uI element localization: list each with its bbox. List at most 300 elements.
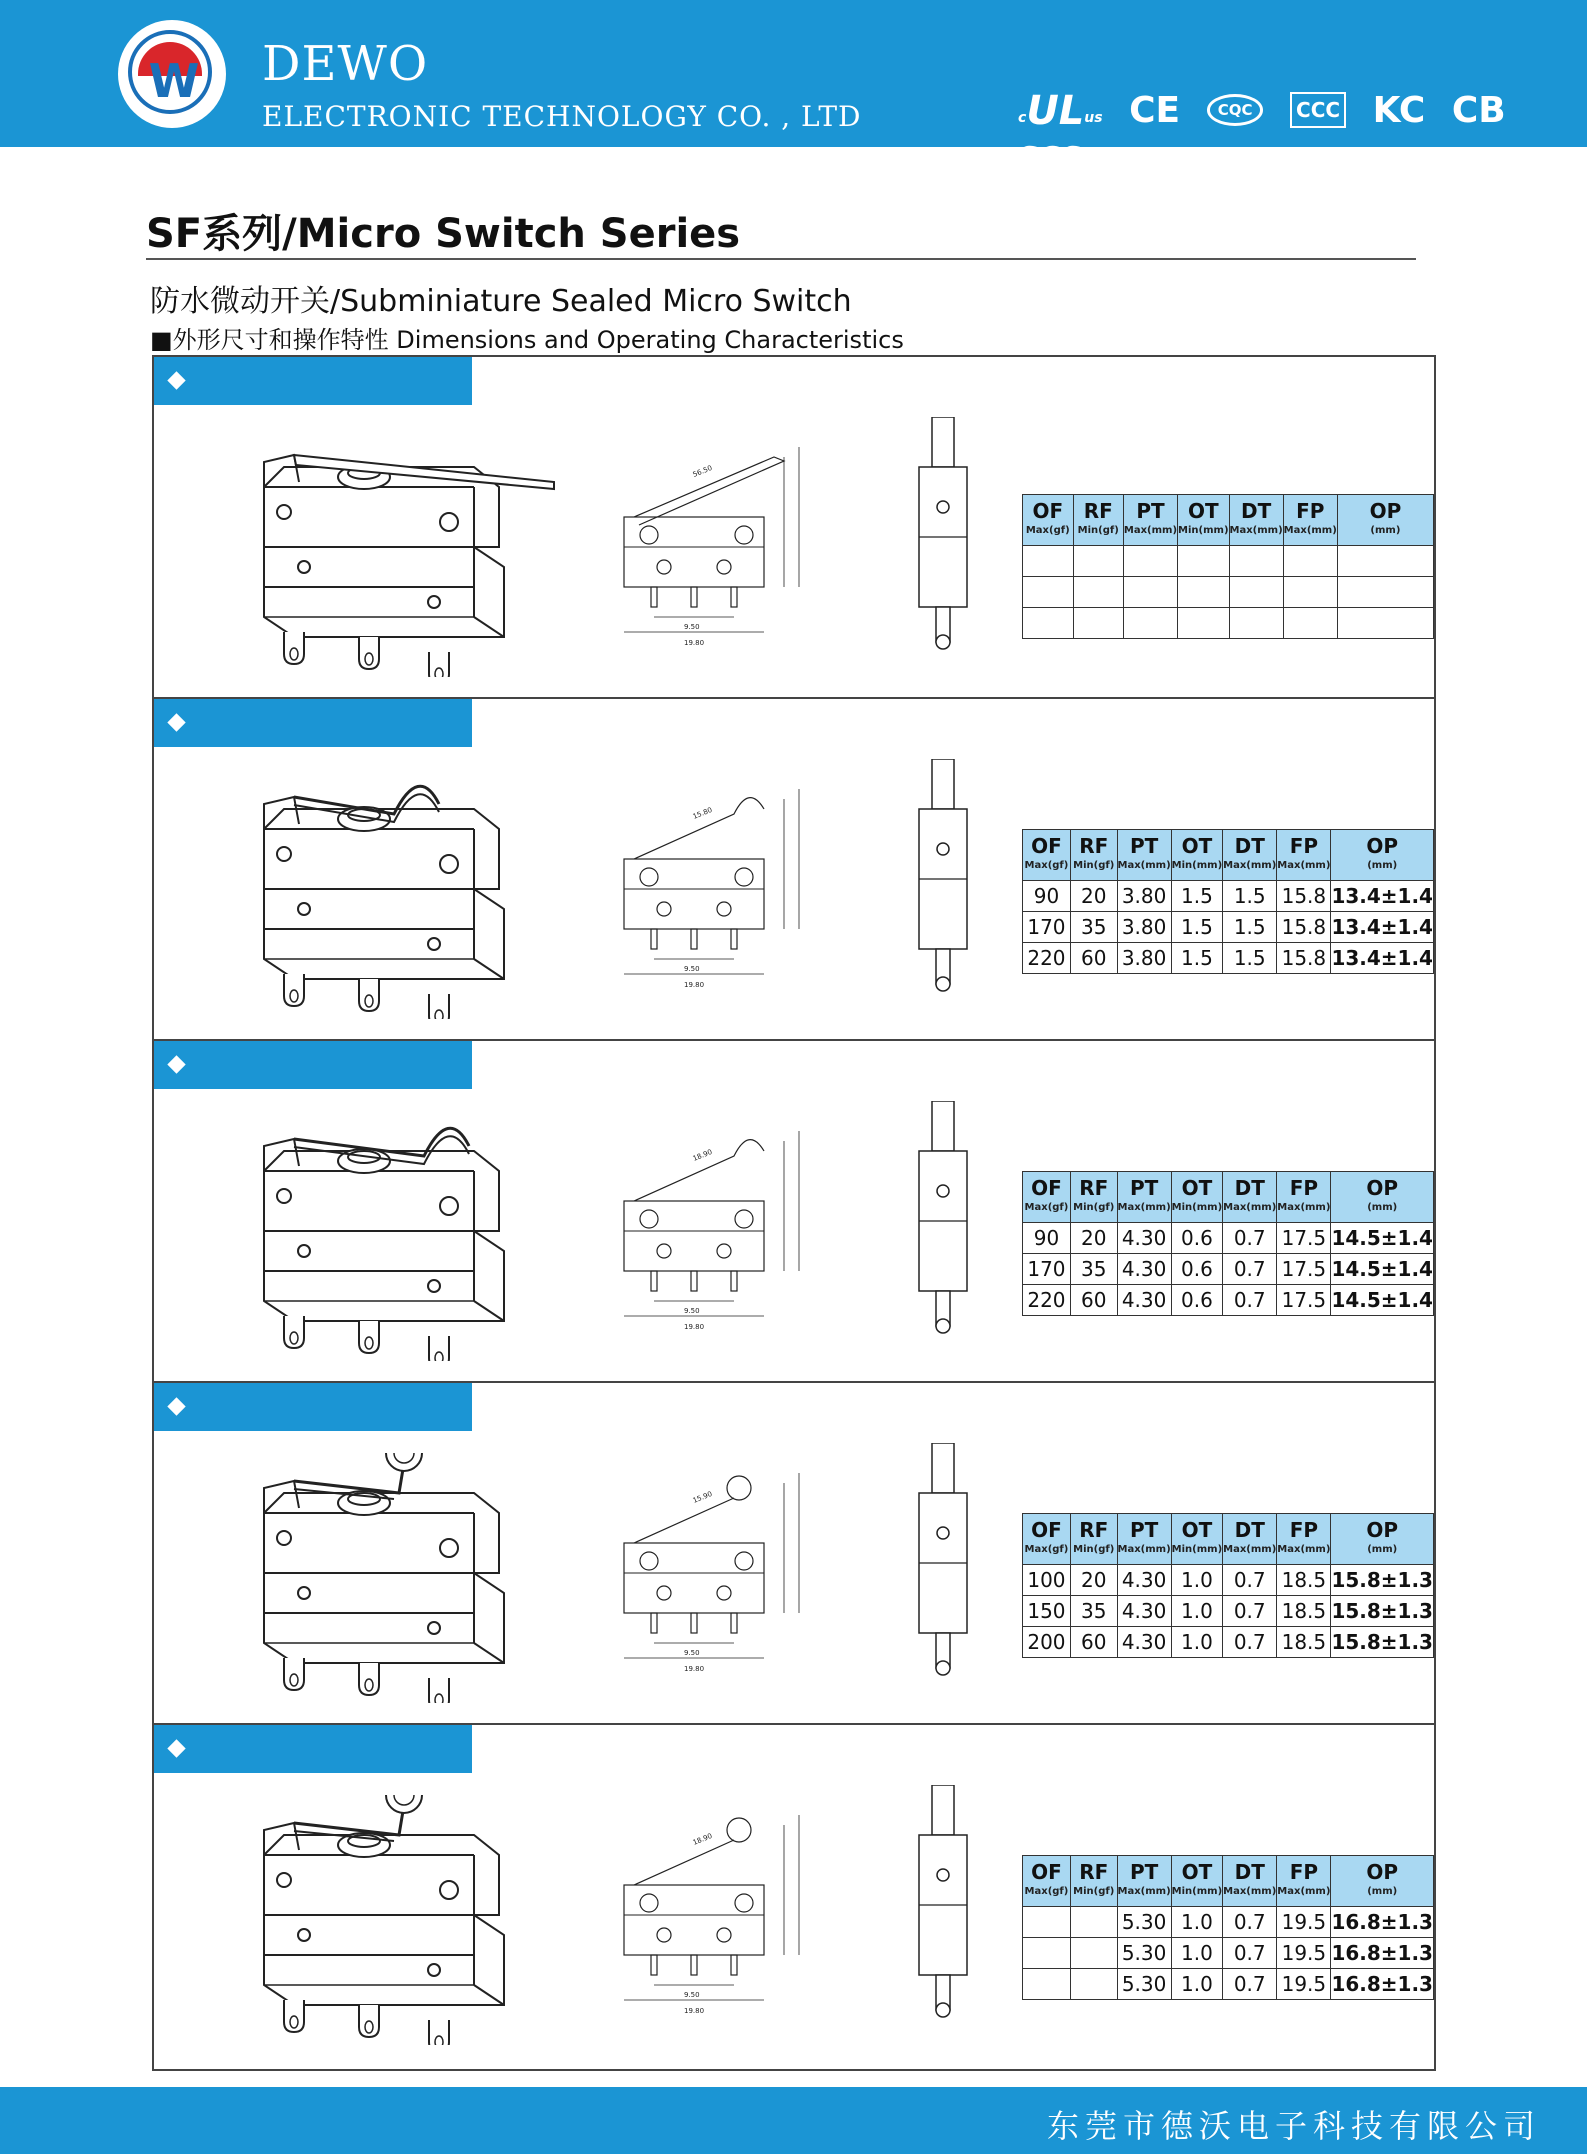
product-section (154, 1041, 1434, 1383)
column-unit: Max(gf) (1024, 1544, 1069, 1555)
spec-table-header (1023, 1172, 1434, 1223)
table-cell (1023, 546, 1074, 577)
section-heading: ■外形尺寸和操作特性 Dimensions and Operating Characteristics (150, 326, 904, 354)
section-tag (154, 699, 472, 747)
column-label: OT (1187, 499, 1219, 523)
table-cell (1123, 608, 1177, 639)
table-cell: 14.5±1.4 (1331, 1254, 1434, 1285)
section-tag (154, 357, 472, 405)
column-unit: (mm) (1367, 860, 1398, 871)
table-cell (1123, 546, 1177, 577)
column-unit: Max(gf) (1025, 525, 1070, 536)
table-cell: 200 (1023, 1627, 1071, 1658)
dimension-label: 19.80 (684, 1323, 705, 1331)
spec-column-header (1283, 495, 1337, 546)
table-row (1023, 1627, 1434, 1658)
diamond-icon (167, 713, 185, 731)
section-tag (154, 1383, 472, 1431)
table-cell: 60 (1070, 1285, 1117, 1316)
table-cell: 13.4±1.4 (1331, 943, 1434, 974)
lever-arm (294, 1458, 404, 1493)
page-title: SF系列/Micro Switch Series (146, 211, 741, 257)
table-cell (1023, 1938, 1071, 1969)
table-cell: 5.30 (1117, 1969, 1171, 2000)
column-unit: Max(mm) (1117, 1544, 1171, 1555)
spec-column-header (1023, 495, 1074, 546)
column-label: RF (1079, 1860, 1109, 1884)
footer-company: 东莞市德沃电子科技有限公司 (1046, 2107, 1541, 2145)
lever-arm (294, 1800, 404, 1835)
spec-column-header (1277, 1856, 1331, 1907)
column-unit: Max(mm) (1123, 525, 1178, 536)
column-label: FP (1289, 834, 1319, 858)
table-cell: 35 (1070, 912, 1117, 943)
side-actuator (932, 417, 954, 467)
column-label: RF (1079, 1518, 1109, 1542)
column-label: OT (1181, 1518, 1213, 1542)
diamond-icon (167, 1739, 185, 1757)
table-cell: 18.5 (1277, 1565, 1331, 1596)
table-cell: 19.5 (1277, 1907, 1331, 1938)
table-cell (1023, 1907, 1071, 1938)
spec-column-header (1023, 830, 1071, 881)
cqc-mark-icon: CQC (1207, 94, 1264, 126)
spec-column-header (1223, 830, 1277, 881)
page-subtitle: 防水微动开关/Subminiature Sealed Micro Switch (150, 284, 852, 319)
table-cell: 220 (1023, 1285, 1071, 1316)
column-label: OP (1369, 499, 1402, 523)
table-cell (1337, 608, 1433, 639)
ce-mark-icon: CE (1129, 89, 1181, 131)
spec-column-header (1070, 830, 1117, 881)
side-view (904, 759, 984, 999)
dimension-drawing (584, 1443, 874, 1703)
table-cell: 90 (1023, 881, 1071, 912)
table-cell (1070, 1969, 1117, 2000)
side-actuator (932, 1101, 954, 1151)
column-label: DT (1234, 1518, 1265, 1542)
technical-drawing (584, 1101, 824, 1341)
side-actuator (932, 1785, 954, 1835)
ul-mark-icon: cULus (1018, 88, 1103, 134)
table-row (1023, 1285, 1434, 1316)
table-cell (1178, 608, 1229, 639)
switch-3d-drawing (244, 427, 584, 677)
column-unit: Min(mm) (1178, 525, 1229, 536)
column-unit: Max(gf) (1024, 1202, 1069, 1213)
table-cell: 14.5±1.4 (1331, 1223, 1434, 1254)
spec-column-header (1117, 1856, 1171, 1907)
spec-column-header (1277, 1172, 1331, 1223)
column-label: OT (1181, 1860, 1213, 1884)
side-view (904, 417, 984, 657)
table-row (1023, 1907, 1434, 1938)
column-label: PT (1129, 834, 1159, 858)
column-label: OP (1366, 1518, 1399, 1542)
table-cell (1070, 1907, 1117, 1938)
column-unit: Max(mm) (1223, 1886, 1277, 1897)
spec-table-header (1023, 1856, 1434, 1907)
column-unit: Max(mm) (1277, 1886, 1331, 1897)
column-label: RF (1079, 1176, 1109, 1200)
dimension-label: 15.80 (691, 805, 714, 821)
table-row (1023, 1223, 1434, 1254)
table-cell: 17.5 (1277, 1254, 1331, 1285)
product-section (154, 1383, 1434, 1725)
spec-column-header (1277, 1514, 1331, 1565)
spec-column-header (1123, 495, 1177, 546)
table-row (1023, 943, 1434, 974)
spec-table (1022, 1171, 1434, 1316)
header-bar (0, 0, 1587, 173)
table-cell: 0.7 (1223, 1938, 1277, 1969)
table-cell: 1.0 (1171, 1907, 1222, 1938)
switch-body-lower (264, 1231, 504, 1321)
logo-letter: W (148, 54, 196, 108)
company-name: ELECTRONIC TECHNOLOGY CO. , LTD (262, 100, 862, 133)
spec-table-header (1023, 495, 1434, 546)
dimension-label: 9.50 (684, 1991, 700, 1999)
column-unit: (mm) (1370, 525, 1401, 536)
technical-drawing (584, 759, 824, 999)
column-label: PT (1136, 499, 1165, 523)
column-label: OF (1031, 834, 1062, 858)
dimension-label: 9.50 (684, 965, 700, 973)
mount-hole (298, 1929, 310, 1941)
table-cell: 17.5 (1277, 1223, 1331, 1254)
spec-table (1022, 1855, 1434, 2000)
side-view-drawing (904, 1443, 984, 1693)
diamond-icon (167, 1397, 185, 1415)
mount-hole (298, 1587, 310, 1599)
column-label: FP (1289, 1860, 1319, 1884)
side-view-drawing (904, 417, 984, 667)
table-cell (1123, 577, 1177, 608)
table-cell: 15.8±1.3 (1331, 1627, 1434, 1658)
table-cell: 1.0 (1171, 1969, 1222, 2000)
mount-hole (428, 1280, 440, 1292)
column-unit: Max(mm) (1277, 1544, 1331, 1555)
spec-column-header (1171, 1856, 1222, 1907)
table-cell: 1.0 (1171, 1627, 1222, 1658)
mount-hole (298, 1245, 310, 1257)
table-cell: 15.8±1.3 (1331, 1565, 1434, 1596)
column-unit: Max(mm) (1277, 860, 1331, 871)
table-cell: 4.30 (1117, 1285, 1171, 1316)
switch-3d-drawing (244, 769, 584, 1019)
column-unit: Max(mm) (1223, 1544, 1277, 1555)
spec-column-header (1171, 830, 1222, 881)
dimension-label: 9.50 (684, 1307, 700, 1315)
table-cell (1337, 577, 1433, 608)
dimension-label: 9.50 (684, 1649, 700, 1657)
spec-column-header (1070, 1856, 1117, 1907)
spec-column-header (1117, 1514, 1171, 1565)
column-label: OF (1032, 499, 1064, 523)
table-cell (1178, 546, 1229, 577)
side-view (904, 1443, 984, 1683)
table-cell: 220 (1023, 943, 1071, 974)
ccc-mark-icon: CCC (1290, 92, 1346, 128)
table-cell: 0.7 (1223, 1627, 1277, 1658)
table-cell: 0.7 (1223, 1596, 1277, 1627)
switch-body-lower (264, 1573, 504, 1663)
column-unit: Min(mm) (1171, 1886, 1223, 1897)
table-cell: 1.5 (1171, 912, 1222, 943)
table-cell: 17.5 (1277, 1285, 1331, 1316)
table-cell: 0.7 (1223, 1565, 1277, 1596)
mount-hole (298, 561, 310, 573)
table-cell: 0.6 (1171, 1223, 1222, 1254)
table-cell (1023, 577, 1074, 608)
column-unit: Min(gf) (1073, 1544, 1115, 1555)
spec-column-header (1331, 830, 1434, 881)
table-row (1023, 1938, 1434, 1969)
table-row (1023, 577, 1434, 608)
table-cell (1023, 1969, 1071, 2000)
mount-hole (277, 1531, 291, 1545)
table-cell: 4.30 (1117, 1223, 1171, 1254)
mount-hole (428, 938, 440, 950)
spec-table (1022, 494, 1434, 639)
dimension-label: 19.80 (684, 981, 705, 989)
table-cell: 170 (1023, 1254, 1071, 1285)
table-cell: 1.5 (1223, 881, 1277, 912)
column-unit: Min(gf) (1073, 1202, 1115, 1213)
table-cell: 19.5 (1277, 1969, 1331, 2000)
spec-column-header (1223, 1514, 1277, 1565)
company-logo (118, 20, 226, 128)
dimension-label: 18.90 (691, 1147, 714, 1163)
table-cell (1073, 546, 1123, 577)
spec-table-header (1023, 1514, 1434, 1565)
table-cell: 13.4±1.4 (1331, 912, 1434, 943)
kc-mark-icon: KC (1372, 89, 1426, 131)
side-actuator (932, 1443, 954, 1493)
table-cell: 16.8±1.3 (1331, 1907, 1434, 1938)
mount-hole (277, 1873, 291, 1887)
mount-hole (277, 847, 291, 861)
section-tag (154, 1041, 472, 1089)
dimension-label: 18.90 (691, 1831, 714, 1847)
column-unit: (mm) (1367, 1202, 1398, 1213)
spec-column-header (1223, 1856, 1277, 1907)
dimension-drawing (584, 417, 874, 677)
mount-hole (277, 505, 291, 519)
cb-mark-icon: CB (1451, 89, 1506, 131)
table-cell: 0.7 (1223, 1254, 1277, 1285)
table-cell: 16.8±1.3 (1331, 1938, 1434, 1969)
dimension-drawing (584, 1785, 874, 2045)
dimension-label: 19.80 (684, 1665, 705, 1673)
table-cell: 15.8±1.3 (1331, 1596, 1434, 1627)
table-cell: 4.30 (1117, 1565, 1171, 1596)
column-label: RF (1083, 499, 1113, 523)
technical-drawing (584, 1785, 824, 2025)
column-label: OF (1031, 1860, 1062, 1884)
product-section (154, 1725, 1434, 2067)
table-row (1023, 1254, 1434, 1285)
column-unit: Max(mm) (1117, 1886, 1171, 1897)
table-row (1023, 1565, 1434, 1596)
mount-hole (298, 903, 310, 915)
table-cell (1178, 577, 1229, 608)
spec-column-header (1171, 1172, 1222, 1223)
spec-column-header (1277, 830, 1331, 881)
table-row (1023, 546, 1434, 577)
column-unit: Max(mm) (1229, 525, 1283, 536)
column-unit: Max(gf) (1024, 860, 1069, 871)
table-cell: 1.5 (1223, 912, 1277, 943)
column-label: OF (1031, 1518, 1062, 1542)
table-cell: 4.30 (1117, 1627, 1171, 1658)
mount-hole (440, 1539, 458, 1557)
column-unit: Min(gf) (1073, 860, 1115, 871)
column-label: FP (1289, 1518, 1319, 1542)
table-cell (1283, 577, 1337, 608)
spec-column-header (1023, 1856, 1071, 1907)
dimension-drawing (584, 1101, 874, 1361)
table-cell: 15.8 (1277, 943, 1331, 974)
spec-column-header (1023, 1172, 1071, 1223)
column-unit: Max(mm) (1277, 1202, 1331, 1213)
column-label: DT (1234, 834, 1265, 858)
product-section (154, 357, 1434, 699)
side-view-drawing (904, 1785, 984, 2035)
table-cell (1229, 577, 1283, 608)
table-cell (1023, 608, 1074, 639)
dimension-label: 9.50 (684, 623, 700, 631)
table-cell: 20 (1070, 1565, 1117, 1596)
dimension-label: 15.90 (691, 1489, 714, 1505)
table-cell: 18.5 (1277, 1596, 1331, 1627)
spec-column-header (1337, 495, 1433, 546)
section-tag (154, 1725, 472, 1773)
table-cell: 20 (1070, 881, 1117, 912)
table-cell (1283, 608, 1337, 639)
column-label: FP (1289, 1176, 1319, 1200)
table-cell (1337, 546, 1433, 577)
table-cell: 1.5 (1223, 943, 1277, 974)
spec-column-header (1178, 495, 1229, 546)
switch-body-lower (264, 889, 504, 979)
spec-column-header (1073, 495, 1123, 546)
column-unit: Min(gf) (1073, 1886, 1115, 1897)
table-cell: 5.30 (1117, 1907, 1171, 1938)
spec-column-header (1070, 1172, 1117, 1223)
table-cell: 35 (1070, 1254, 1117, 1285)
table-row (1023, 1596, 1434, 1627)
table-cell (1073, 577, 1123, 608)
table-cell: 14.5±1.4 (1331, 1285, 1434, 1316)
mount-hole (440, 1197, 458, 1215)
title-divider (146, 258, 1416, 260)
table-cell (1070, 1938, 1117, 1969)
table-cell: 19.5 (1277, 1938, 1331, 1969)
diamond-icon (167, 371, 185, 389)
mount-hole (277, 1189, 291, 1203)
column-unit: Max(mm) (1117, 1202, 1171, 1213)
column-label: PT (1129, 1518, 1159, 1542)
table-cell: 15.8 (1277, 912, 1331, 943)
table-cell: 1.5 (1171, 943, 1222, 974)
column-label: OT (1181, 834, 1213, 858)
mount-hole (428, 1622, 440, 1634)
table-cell: 1.0 (1171, 1938, 1222, 1969)
switch-body-lower (264, 547, 504, 637)
table-cell (1229, 608, 1283, 639)
spec-column-header (1331, 1514, 1434, 1565)
table-cell: 0.7 (1223, 1907, 1277, 1938)
table-cell: 3.80 (1117, 881, 1171, 912)
table-cell: 18.5 (1277, 1627, 1331, 1658)
spec-column-header (1070, 1514, 1117, 1565)
table-cell: 3.80 (1117, 943, 1171, 974)
table-row (1023, 608, 1434, 639)
column-unit: Min(mm) (1171, 1202, 1223, 1213)
table-cell: 4.30 (1117, 1254, 1171, 1285)
table-cell: 20 (1070, 1223, 1117, 1254)
table-row (1023, 1969, 1434, 2000)
table-cell: 15.8 (1277, 881, 1331, 912)
spec-column-header (1171, 1514, 1222, 1565)
column-label: OP (1366, 1860, 1399, 1884)
column-label: FP (1296, 499, 1325, 523)
column-label: RF (1079, 834, 1109, 858)
mount-hole (428, 596, 440, 608)
side-view (904, 1785, 984, 2025)
side-view (904, 1101, 984, 1341)
switch-3d-drawing (244, 1453, 584, 1703)
table-cell: 60 (1070, 1627, 1117, 1658)
column-label: DT (1234, 1860, 1265, 1884)
brand-name: DEWO (262, 36, 429, 92)
technical-drawing (584, 417, 824, 657)
column-unit: Min(mm) (1171, 860, 1223, 871)
sgs-mark-icon: SGS (1018, 139, 1082, 173)
column-label: OP (1366, 1176, 1399, 1200)
spec-column-header (1331, 1172, 1434, 1223)
mount-hole (440, 513, 458, 531)
table-cell: 1.5 (1171, 881, 1222, 912)
table-cell: 35 (1070, 1596, 1117, 1627)
column-label: DT (1240, 499, 1272, 523)
spec-table-header (1023, 830, 1434, 881)
spec-column-header (1117, 830, 1171, 881)
switch-3d-drawing (244, 1795, 584, 2045)
column-unit: Max(mm) (1283, 525, 1337, 536)
table-cell: 0.7 (1223, 1285, 1277, 1316)
table-cell: 0.7 (1223, 1969, 1277, 2000)
side-actuator (932, 759, 954, 809)
column-label: OF (1031, 1176, 1062, 1200)
product-section (154, 699, 1434, 1041)
table-cell: 13.4±1.4 (1331, 881, 1434, 912)
dimension-label: 19.80 (684, 639, 705, 647)
column-unit: (mm) (1367, 1544, 1398, 1555)
mount-hole (440, 855, 458, 873)
column-label: PT (1129, 1860, 1159, 1884)
table-cell: 1.0 (1171, 1565, 1222, 1596)
table-cell (1073, 608, 1123, 639)
table-cell: 16.8±1.3 (1331, 1969, 1434, 2000)
technical-drawing (584, 1443, 824, 1683)
mount-hole (440, 1881, 458, 1899)
mount-hole (428, 1964, 440, 1976)
table-cell: 170 (1023, 912, 1071, 943)
certification-marks (1018, 86, 1587, 175)
dimension-label: 56.50 (691, 463, 714, 479)
